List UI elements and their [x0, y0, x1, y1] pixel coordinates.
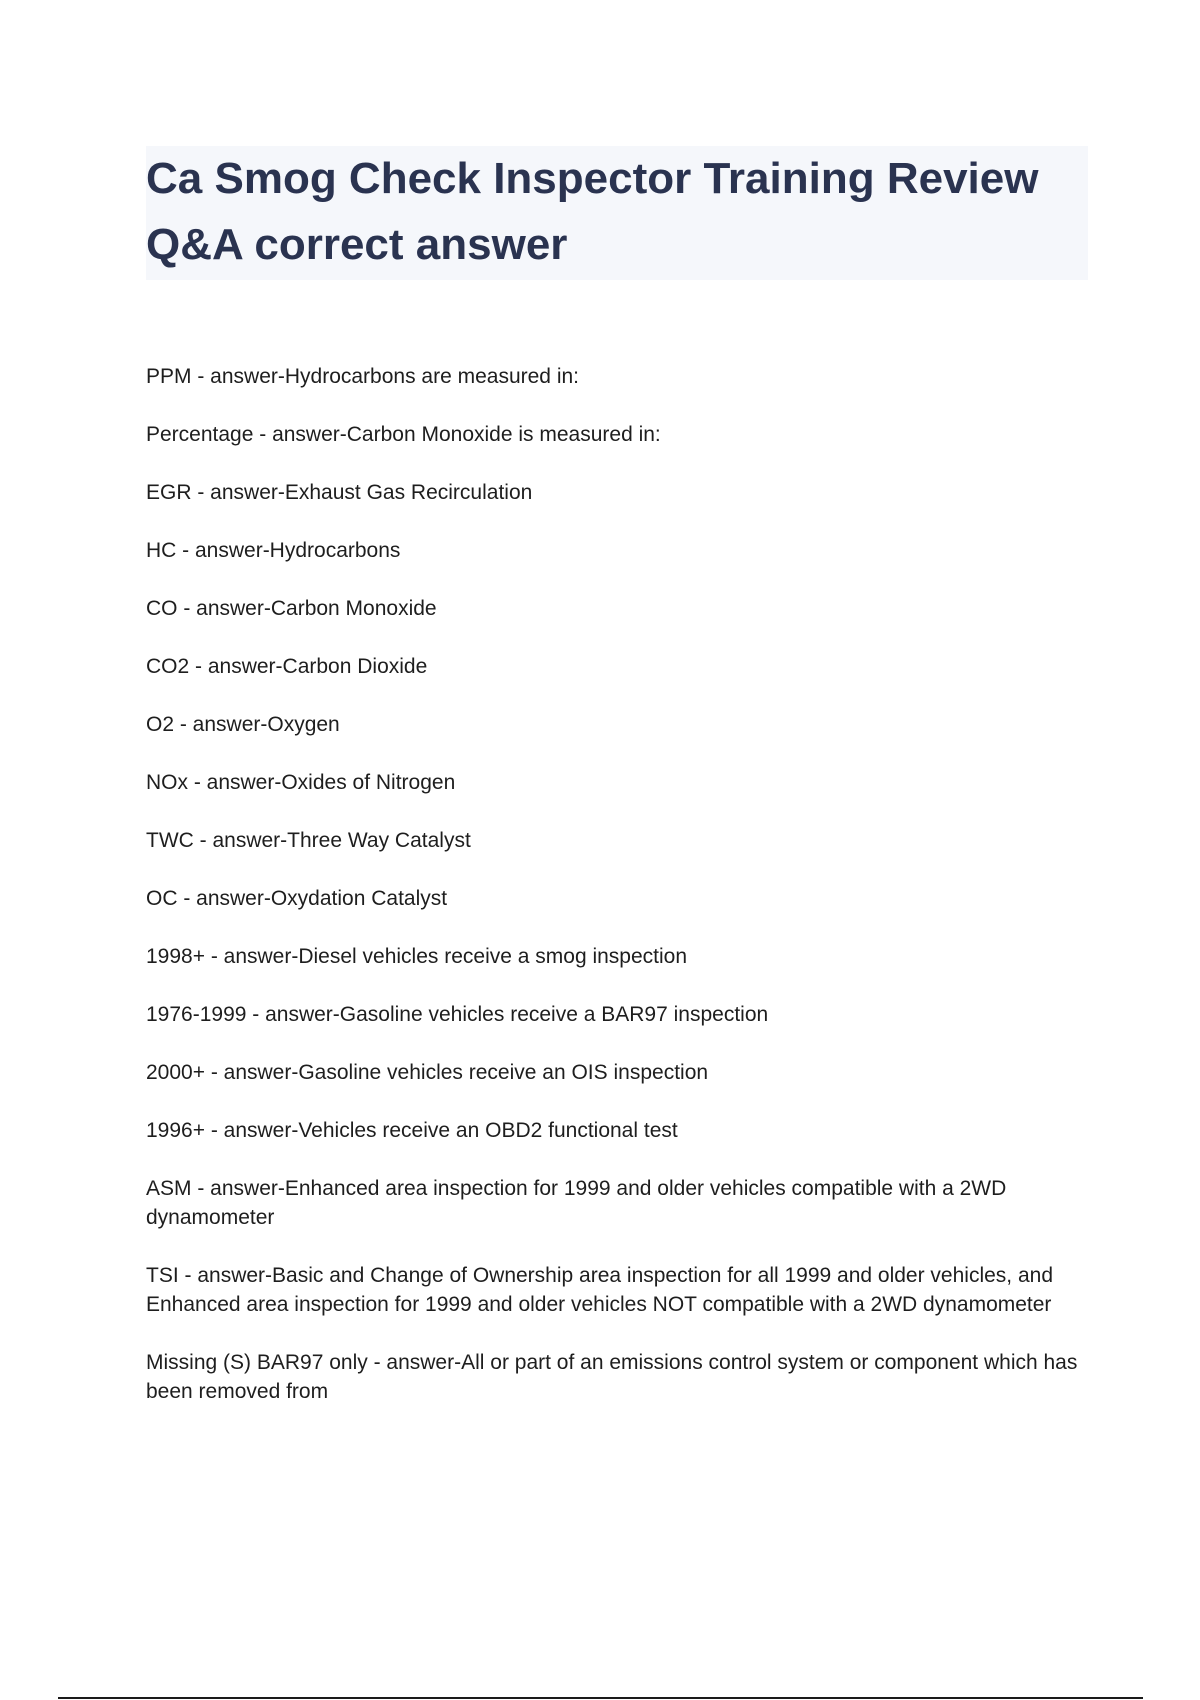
qa-item: 1976-1999 - answer-Gasoline vehicles receive a BAR97 inspection	[146, 1003, 769, 1026]
qa-item: O2 - answer-Oxygen	[146, 713, 340, 736]
qa-item: OC - answer-Oxydation Catalyst	[146, 887, 448, 910]
qa-item: TSI - answer-Basic and Change of Ownership area inspection for all 1999 and older vehicles, and Enhanced area inspection for 1999 and older vehicles NOT compatible with a 2WD dynamometer	[146, 1264, 1054, 1316]
qa-item: TWC - answer-Three Way Catalyst	[146, 829, 471, 852]
qa-item: 1998+ - answer-Diesel vehicles receive a smog inspection	[146, 945, 688, 968]
qa-item: 2000+ - answer-Gasoline vehicles receive an OIS inspection	[146, 1061, 709, 1084]
qa-item: CO - answer-Carbon Monoxide	[146, 597, 437, 620]
title-line-1: Ca Smog Check Inspector Training Review	[146, 154, 1039, 203]
qa-list	[146, 362, 1096, 1435]
qa-item: NOx - answer-Oxides of Nitrogen	[146, 771, 456, 794]
qa-item: HC - answer-Hydrocarbons	[146, 539, 401, 562]
qa-item: PPM - answer-Hydrocarbons are measured in:	[146, 365, 580, 388]
qa-item: ASM - answer-Enhanced area inspection for 1999 and older vehicles compatible with a 2WD dynamometer	[146, 1177, 1007, 1229]
footer-divider	[58, 1697, 1143, 1699]
qa-item: EGR - answer-Exhaust Gas Recirculation	[146, 481, 533, 504]
qa-item: Missing (S) BAR97 only - answer-All or part of an emissions control system or component which has been removed from	[146, 1351, 1078, 1403]
qa-item: CO2 - answer-Carbon Dioxide	[146, 655, 428, 678]
document-title	[146, 146, 1088, 278]
title-block	[146, 146, 1088, 280]
qa-item: Percentage - answer-Carbon Monoxide is measured in:	[146, 423, 661, 446]
qa-item: 1996+ - answer-Vehicles receive an OBD2 functional test	[146, 1119, 678, 1142]
title-line-2: Q&A correct answer	[146, 220, 568, 269]
